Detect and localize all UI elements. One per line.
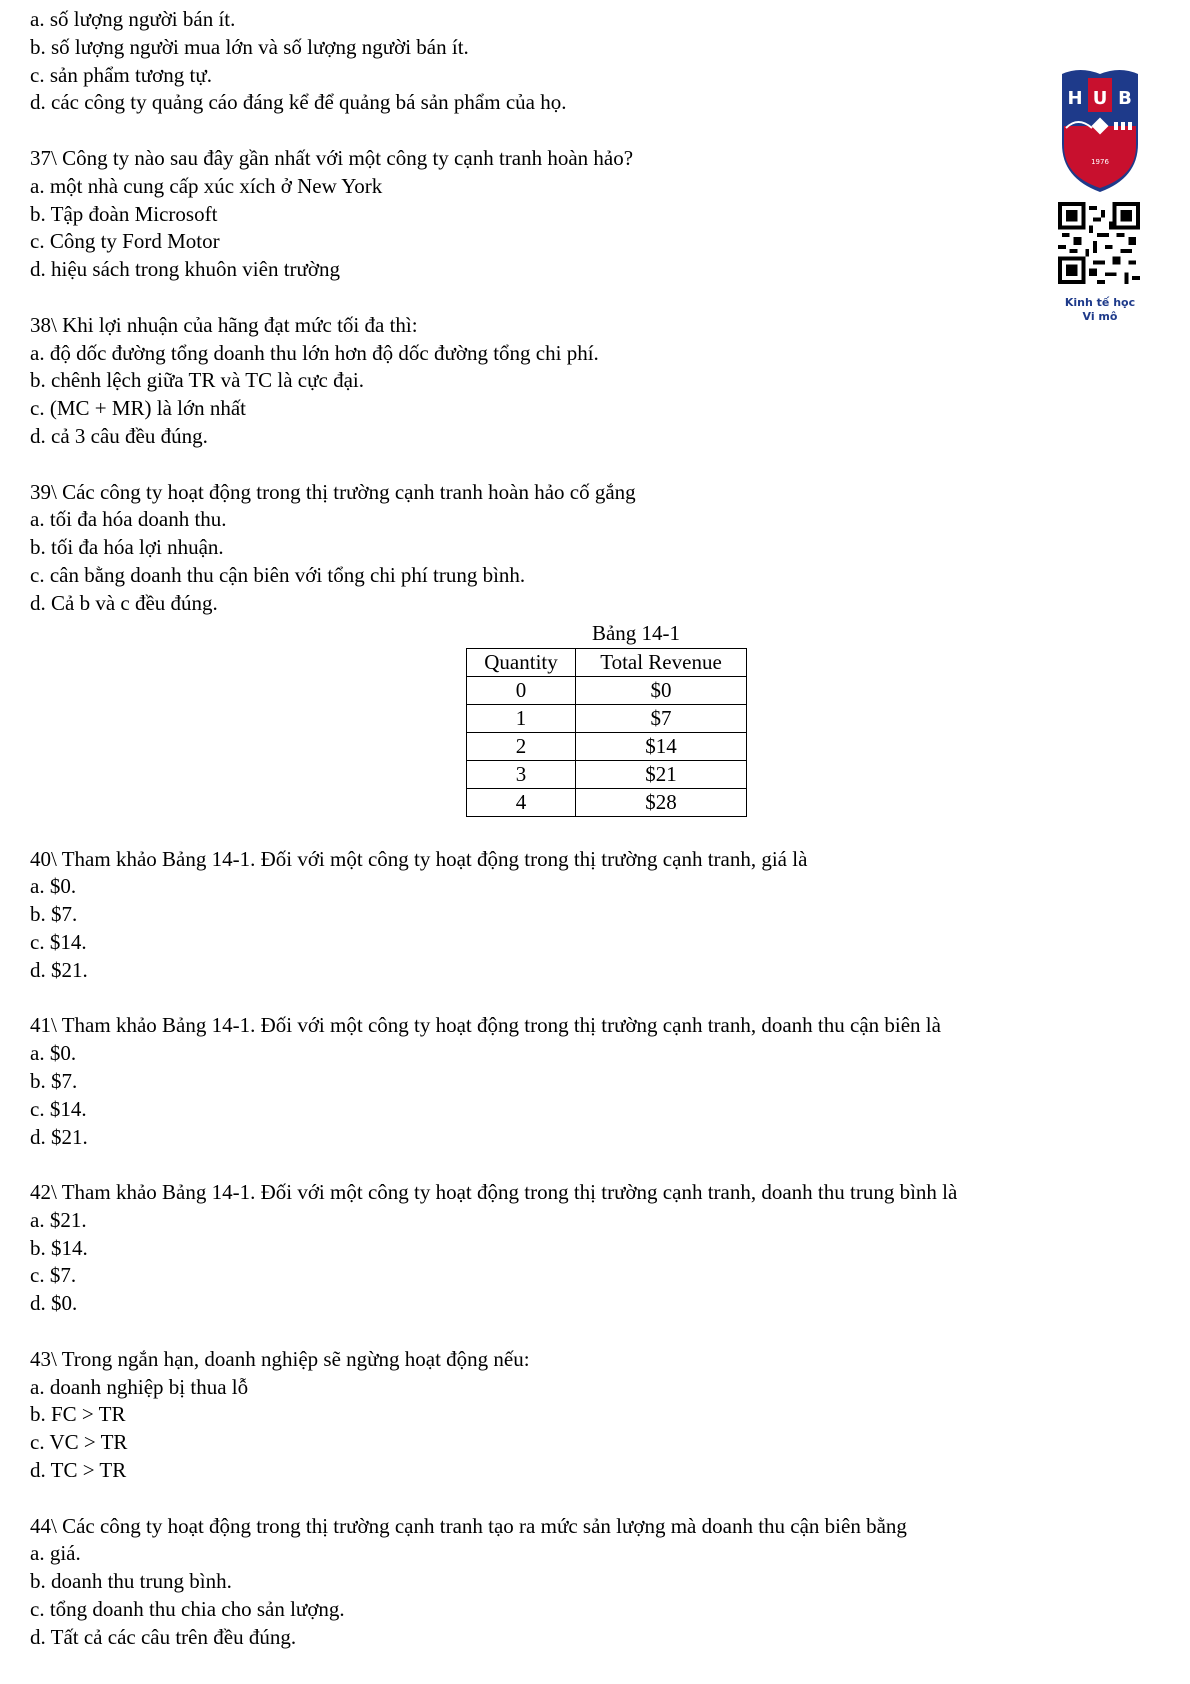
quantity-cell: 4 <box>467 788 576 816</box>
logo-caption-line2: Vi mô <box>1082 310 1118 323</box>
answer-option: a. $21. <box>30 1207 87 1232</box>
question-39: 39\ Các công ty hoạt động trong thị trường cạnh tranh hoàn hảo cố gắng <box>30 479 636 504</box>
column-header-quantity: Quantity <box>467 648 576 676</box>
logo-letter: U <box>1092 88 1108 109</box>
question-37: 37\ Công ty nào sau đây gần nhất với một công ty cạnh tranh hoàn hảo? <box>30 145 634 170</box>
quantity-cell: 3 <box>467 760 576 788</box>
answer-option: c. $7. <box>30 1263 77 1288</box>
answer-option: a. $0. <box>30 1041 77 1066</box>
answer-option: b. tối đa hóa lợi nhuận. <box>30 535 224 560</box>
question-44: 44\ Các công ty hoạt động trong thị trường cạnh tranh tạo ra mức sản lượng mà doanh thu cận biên bằng <box>30 1513 907 1538</box>
answer-option: d. $21. <box>30 957 88 982</box>
revenue-cell: $0 <box>576 676 747 704</box>
table-row <box>467 760 747 788</box>
table-row <box>467 704 747 732</box>
answer-option: a. một nhà cung cấp xúc xích ở New York <box>30 173 383 198</box>
logo-year: 1976 <box>1091 158 1109 166</box>
question-40: 40\ Tham khảo Bảng 14-1. Đối với một công ty hoạt động trong thị trường cạnh tranh, giá là <box>30 846 808 871</box>
table-caption: Bảng 14-1 <box>591 620 681 645</box>
answer-option: c. $14. <box>30 1096 87 1121</box>
table-row <box>467 732 747 760</box>
table-14-1-container <box>30 618 1160 846</box>
logo-caption-line1: Kinh tế học <box>1064 296 1136 309</box>
answer-option: d. Cả b và c đều đúng. <box>30 590 218 615</box>
hub-logo-icon <box>1058 66 1142 194</box>
answer-option: d. hiệu sách trong khuôn viên trường <box>30 257 341 282</box>
logo-letter: H <box>1067 88 1083 109</box>
answer-option: d. cả 3 câu đều đúng. <box>30 423 208 448</box>
answer-option: a. $0. <box>30 874 77 899</box>
answer-option: d. các công ty quảng cáo đáng kể để quảng bá sản phẩm của họ. <box>30 90 567 115</box>
table-header-row <box>467 648 747 676</box>
answer-option: b. Tập đoàn Microsoft <box>30 201 218 226</box>
answer-option: b. $14. <box>30 1235 88 1260</box>
answer-option: c. (MC + MR) là lớn nhất <box>30 396 247 421</box>
question-41: 41\ Tham khảo Bảng 14-1. Đối với một công ty hoạt động trong thị trường cạnh tranh, doanh thu cận biên là <box>30 1013 941 1038</box>
answer-option: b. $7. <box>30 1068 78 1093</box>
answer-option: a. tối đa hóa doanh thu. <box>30 507 227 532</box>
revenue-cell: $28 <box>576 788 747 816</box>
revenue-cell: $7 <box>576 704 747 732</box>
answer-option: c. sản phẩm tương tự. <box>30 62 213 87</box>
answer-option: c. Công ty Ford Motor <box>30 229 220 254</box>
table-row <box>467 788 747 816</box>
answer-option: d. $21. <box>30 1124 88 1149</box>
table-row <box>467 676 747 704</box>
quantity-cell: 2 <box>467 732 576 760</box>
answer-option: b. FC > TR <box>30 1402 126 1427</box>
logo-letter: B <box>1118 88 1132 109</box>
answer-option: a. doanh nghiệp bị thua lỗ <box>30 1374 249 1399</box>
answer-option: c. tổng doanh thu chia cho sản lượng. <box>30 1597 345 1622</box>
answer-option: d. TC > TR <box>30 1458 127 1483</box>
quantity-cell: 1 <box>467 704 576 732</box>
answer-option: b. doanh thu trung bình. <box>30 1569 232 1594</box>
answer-option: a. giá. <box>30 1541 81 1566</box>
answer-option: b. số lượng người mua lớn và số lượng người bán ít. <box>30 34 469 59</box>
revenue-cell: $21 <box>576 760 747 788</box>
answer-option: d. $0. <box>30 1291 78 1316</box>
question-42: 42\ Tham khảo Bảng 14-1. Đối với một công ty hoạt động trong thị trường cạnh tranh, doanh thu trung bình là <box>30 1180 958 1205</box>
revenue-table <box>466 648 747 817</box>
answer-option: b. $7. <box>30 902 78 927</box>
question-38: 38\ Khi lợi nhuận của hãng đạt mức tối đa thì: <box>30 312 418 337</box>
quantity-cell: 0 <box>467 676 576 704</box>
column-header-total-revenue: Total Revenue <box>576 648 747 676</box>
answer-option: b. chênh lệch giữa TR và TC là cực đại. <box>30 368 364 393</box>
answer-option: c. cân bằng doanh thu cận biên với tổng chi phí trung bình. <box>30 562 526 587</box>
answer-option: a. độ dốc đường tổng doanh thu lớn hơn độ dốc đường tổng chi phí. <box>30 340 599 365</box>
revenue-cell: $14 <box>576 732 747 760</box>
document-body <box>30 6 1160 1652</box>
answer-option: c. $14. <box>30 929 87 954</box>
answer-option: c. VC > TR <box>30 1430 128 1455</box>
answer-option: d. Tất cả các câu trên đều đúng. <box>30 1624 297 1649</box>
qr-code-icon <box>1058 202 1140 284</box>
question-43: 43\ Trong ngắn hạn, doanh nghiệp sẽ ngừng hoạt động nếu: <box>30 1346 530 1371</box>
answer-option: a. số lượng người bán ít. <box>30 7 236 31</box>
